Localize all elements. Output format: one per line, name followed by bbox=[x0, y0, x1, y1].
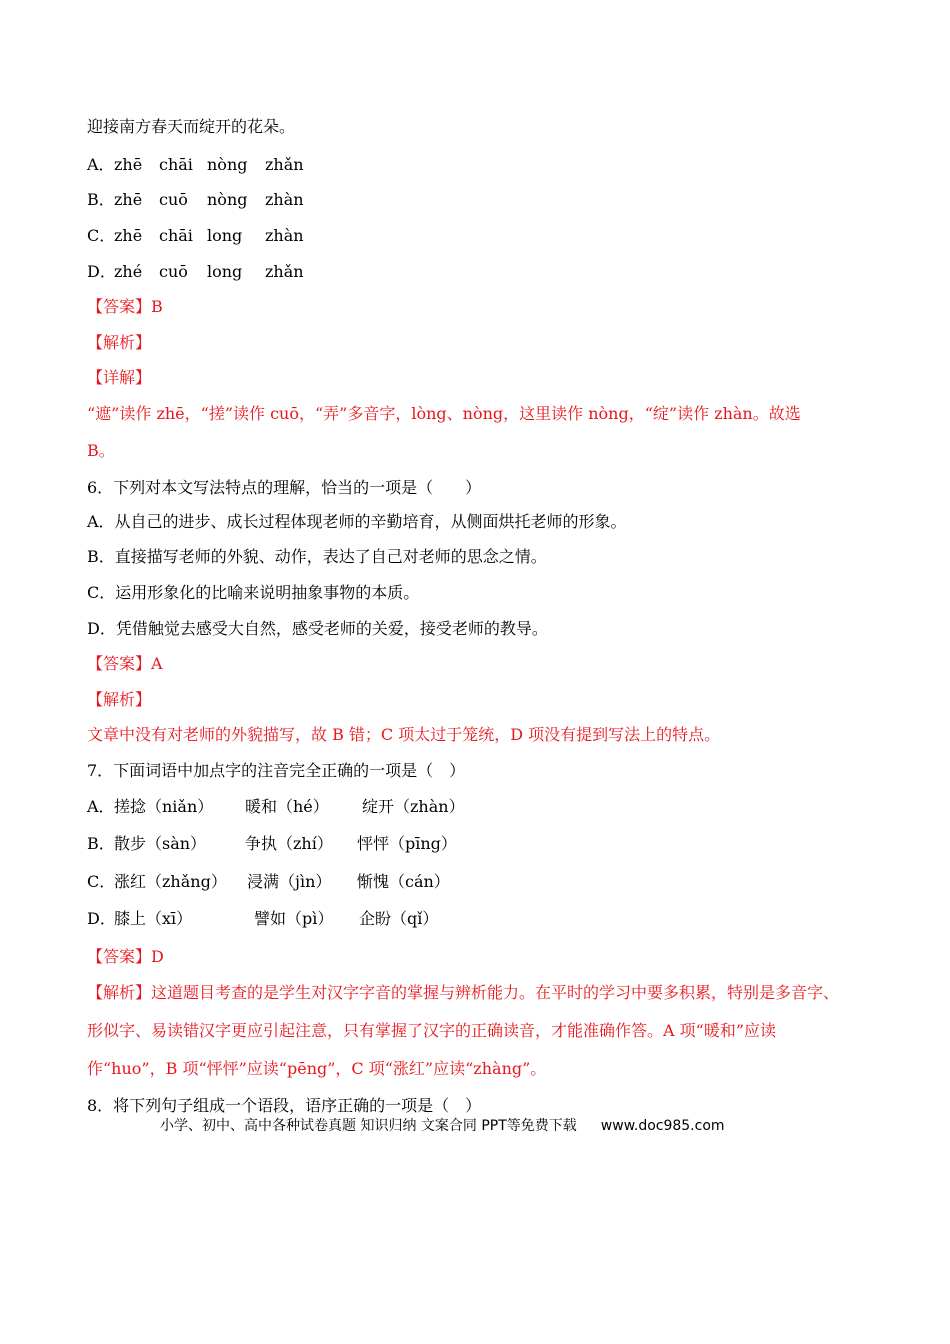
q5-option-d: D．zhé cuō long zhǎn bbox=[87, 262, 304, 281]
q6-option-b: B．直接描写老师的外貌、动作，表达了自己对老师的思念之情。 bbox=[87, 547, 547, 566]
q6-answer: 【答案】A bbox=[87, 654, 163, 673]
q7-explanation-line-1: 【解析】这道题目考查的是学生对汉字字音的掌握与辨析能力。在平时的学习中要多积累，特别是多音字、 bbox=[87, 983, 840, 1002]
q5-answer: 【答案】B bbox=[87, 297, 163, 316]
q5-explanation-line-2: B。 bbox=[87, 441, 115, 460]
q7-option-a: A．搓捻（niǎn） 暖和（hé） 绽开（zhàn） bbox=[87, 797, 465, 816]
q5-detail-label: 【详解】 bbox=[87, 368, 152, 387]
q6-explanation: 文章中没有对老师的外貌描写，故 B 错；C 项太过于笼统，D 项没有提到写法上的特点。 bbox=[87, 725, 721, 744]
q5-analysis-label: 【解析】 bbox=[87, 333, 152, 352]
q7-option-b: B．散步（sàn） 争执（zhí） 怦怦（pīng） bbox=[87, 834, 457, 853]
q7-explanation-line-3: 作“huo”，B 项“怦怦”应读“pēng”，C 项“涨红”应读“zhàng”。 bbox=[87, 1059, 547, 1078]
footer-text: 小学、初中、高中各种试卷真题 知识归纳 文案合同 PPT等免费下载 bbox=[160, 1118, 577, 1134]
q6-option-a: A．从自己的进步、成长过程体现老师的辛勤培育，从侧面烘托老师的形象。 bbox=[87, 512, 627, 531]
q5-option-c: C．zhē chāi long zhàn bbox=[87, 226, 304, 245]
q6-analysis-label: 【解析】 bbox=[87, 690, 152, 709]
q6-option-d: D．凭借触觉去感受大自然，感受老师的关爱，接受老师的教导。 bbox=[87, 619, 548, 638]
q5-explanation-line-1: “遮”读作 zhē，“搓”读作 cuō，“弄”多音字，lòng、nòng，这里读作 nòng，“绽”读作 zhàn。故选 bbox=[87, 404, 801, 423]
q8-stem: 8．将下列句子组成一个语段，语序正确的一项是（ ） bbox=[87, 1096, 482, 1115]
q5-option-a: A．zhē chāi nòng zhǎn bbox=[87, 155, 304, 174]
q7-option-d: D．膝上（xī） 譬如（pì） 企盼（qǐ） bbox=[87, 909, 439, 928]
q7-answer: 【答案】D bbox=[87, 947, 164, 966]
footer-url[interactable]: www.doc985.com bbox=[600, 1118, 725, 1134]
q5-stem-tail: 迎接南方春天而绽开的花朵。 bbox=[87, 117, 296, 136]
q7-explanation-line-2: 形似字、易读错汉字更应引起注意，只有掌握了汉字的正确读音，才能准确作答。A 项“暖和”应读 bbox=[87, 1021, 777, 1040]
q6-stem: 6．下列对本文写法特点的理解，恰当的一项是（ ） bbox=[87, 478, 482, 497]
q5-option-b: B．zhē cuō nòng zhàn bbox=[87, 190, 304, 209]
q6-option-c: C．运用形象化的比喻来说明抽象事物的本质。 bbox=[87, 583, 420, 602]
q7-option-c: C．涨红（zhǎng） 浸满（jìn） 惭愧（cán） bbox=[87, 872, 450, 891]
page-footer bbox=[160, 1115, 725, 1135]
q7-stem: 7．下面词语中加点字的注音完全正确的一项是（ ） bbox=[87, 761, 466, 780]
